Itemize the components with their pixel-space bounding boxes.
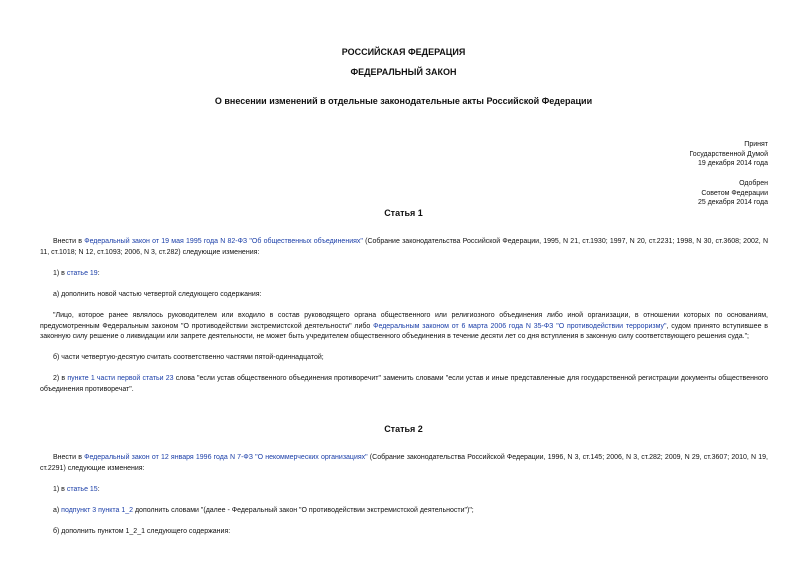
article-1-quote — [40, 311, 768, 343]
article-2-item-1-text-2: : — [97, 486, 100, 493]
article-1-intro-text-2: (Собрание законодательства Российской Федерации, 1995, N 21, ст.1930; 1997, N 20, ст.2231; 1998, N 30, ст.3608; 2002, N 11, ст.1018; N 12, ст.1093; 2006, N 3, ст.282) следующие изменения: — [40, 238, 768, 256]
article-23-link[interactable]: пункте 1 части первой статьи 23 — [67, 375, 174, 382]
article-2-item-1a-text-1: а) — [53, 507, 62, 514]
law-35fz-link[interactable]: Федеральным законом от 6 марта 2006 года N 35-ФЗ "О противодействии терроризму" — [373, 322, 667, 330]
article-2-item-1b — [40, 527, 768, 538]
approval-block — [698, 179, 768, 208]
article-19-link[interactable]: статье 19 — [66, 270, 98, 277]
document-title: О внесении изменений в отдельные законодательные акты Российской Федерации — [214, 96, 593, 106]
article-1-item-1b-text: б) части четвертую-десятую считать соответственно частями пятой-одиннадцатой; — [53, 354, 324, 361]
subclause-3-link[interactable]: подпункт 3 пункта 1_2 — [61, 507, 134, 514]
article-2-intro — [40, 453, 768, 474]
article-1-item-1-text-2: : — [97, 270, 100, 277]
approval-line-2: Советом Федерации — [701, 189, 768, 197]
article-1-item-1a-text: а) дополнить новой частью четвертой следующего содержания: — [53, 291, 262, 298]
article-1-quote-text-1: "Лицо, которое ранее являлось руководителем или входило в состав руководящего органа общественного или религиозного объединения либо иной организации, в отношении которых по основаниям, предусмотренным Федеральным законом "О противодействии экстремистской деятельности" либо — [40, 312, 768, 330]
article-2-intro-text-1: Внести в — [53, 454, 85, 461]
article-1-item-1 — [40, 269, 768, 280]
article-1-intro-text-1: Внести в — [53, 238, 85, 245]
article-1-item-1b — [40, 353, 768, 364]
adoption-date: 19 декабря 2014 года — [697, 160, 768, 167]
article-2-item-1 — [40, 485, 768, 496]
approval-line-1: Одобрен — [739, 180, 768, 187]
approval-date: 25 декабря 2014 года — [697, 199, 768, 206]
article-2-item-1b-text: б) дополнить пунктом 1_2_1 следующего содержания: — [53, 528, 231, 535]
article-2-item-1-text-1: 1) в — [53, 486, 67, 493]
country-heading: РОССИЙСКАЯ ФЕДЕРАЦИЯ — [341, 47, 466, 57]
law-82fz-link[interactable]: Федеральный закон от 19 мая 1995 года N 82-ФЗ "Об общественных объединениях" — [84, 238, 363, 245]
article-2-item-1a-text-2: дополнить словами "(далее - Федеральный закон "О противодействии экстремистской деятельности")"; — [133, 507, 474, 514]
article-1-item-1a — [40, 290, 768, 301]
article-1-intro — [40, 237, 768, 258]
article-2-heading: Статья 2 — [384, 424, 423, 434]
article-15-link[interactable]: статье 15 — [66, 486, 98, 493]
article-1-item-2-text-1: 2) в — [53, 375, 68, 382]
article-1-item-2 — [40, 374, 768, 395]
law-7fz-link[interactable]: Федеральный закон от 12 января 1996 года N 7-ФЗ "О некоммерческих организациях" — [84, 454, 368, 461]
article-2-intro-text-2: (Собрание законодательства Российской Федерации, 1996, N 3, ст.145; 2006, N 3, ст.282; 2009, N 29, ст.3607; 2010, N 19, ст.2291) следующие изменения: — [40, 454, 768, 472]
article-1-item-1-text-1: 1) в — [53, 270, 67, 277]
adoption-line-1: Принят — [744, 141, 768, 148]
article-1-heading: Статья 1 — [384, 208, 423, 218]
article-1-quote-text-2: , судом принято вступившее в законную силу решение о ликвидации или запрете деятельности, не может быть учредителем общественного объединения в течение десяти лет со дня вступления в законную силу соответствующего решения суда."; — [40, 322, 768, 340]
doc-type-heading: ФЕДЕРАЛЬНЫЙ ЗАКОН — [350, 67, 457, 77]
adoption-line-2: Государственной Думой — [689, 150, 768, 158]
adoption-block — [689, 140, 768, 169]
article-1-item-2-text-2: слова "если устав общественного объединения противоречит" заменить словами "если устав и иные представленные для государственной регистрации документы общественного объединения противоречат". — [40, 375, 768, 393]
article-2-item-1a — [40, 506, 768, 517]
